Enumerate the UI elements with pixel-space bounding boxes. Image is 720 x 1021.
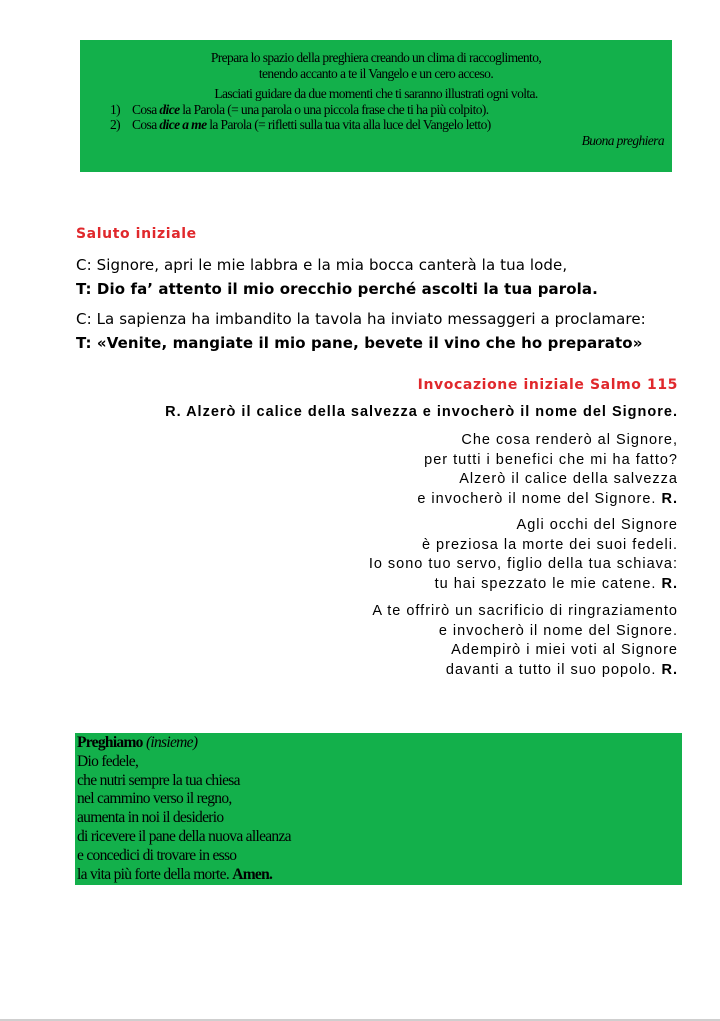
salmo-heading: Invocazione iniziale Salmo 115 [417,377,678,393]
intro-signoff: Buona preghiera [581,132,664,148]
refrain-mark: R. [661,575,678,592]
intro-box [80,40,672,172]
intro-line: Lasciati guidare da due momenti che ti saranno illustrati ogni volta. [214,86,538,101]
saluto-celebrant-1: C: Signore, apri le mie labbra e la mia bocca canterà la tua lode, [76,256,568,274]
intro-step-2: 2) Cosa dice a me la Parola (= rifletti sulla tua vita alla luce del Vangelo letto) [110,117,491,132]
prayer-line: aumenta in noi il desiderio [77,809,224,827]
prayer-line: Dio fedele, [77,752,139,770]
prayer-line: di ricevere il pane della nuova alleanza [77,827,291,845]
saluto-celebrant-2: C: La sapienza ha imbandito la tavola ha inviato messaggeri a proclamare: [76,310,646,328]
prayer-title: Preghiamo (insieme) [77,734,198,751]
intro-line: tenendo accanto a te il Vangelo e un cero acceso. [258,65,494,81]
intro-line: Prepara lo spazio della preghiera creando un clima di raccoglimento, [210,50,542,65]
salmo-stanza-2: Agli occhi del Signore è preziosa la morte dei suoi fedeli. Io sono tuo servo, figlio della tua schiava: tu hai spezzato le mie catene. R. [368,517,678,592]
refrain-mark: R. [661,490,678,507]
prayer-line: nel cammino verso il regno, [77,790,232,808]
salmo-refrain: R. Alzerò il calice della salvezza e invocherò il nome del Signore. [165,404,678,420]
saluto-response-1: T: Dio fa’ attento il mio orecchio perché ascolti la tua parola. [76,280,598,298]
prayer-line: che nutri sempre la tua chiesa [77,771,240,789]
saluto-heading: Saluto iniziale [76,226,197,242]
intro-step-1: 1) Cosa dice la Parola (= una parola o una piccola frase che ti ha più colpito). [110,101,489,117]
prayer-box [75,733,682,885]
prayer-line: e concedici di trovare in esso [77,846,237,864]
prayer-line-last: la vita più forte della morte. Amen. [77,865,273,883]
refrain-mark: R. [661,661,678,678]
salmo-stanza-3: A te offrirò un sacrificio di ringraziamento e invocherò il nome del Signore. Adempirò i miei voti al Signore davanti a tutto il suo popolo. R. [372,603,678,678]
saluto-response-2: T: «Venite, mangiate il mio pane, bevete il vino che ho preparato» [76,334,643,352]
salmo-stanza-1: Che cosa renderò al Signore, per tutti i benefici che mi ha fatto? Alzerò il calice della salvezza e invocherò il nome del Signore. R. [417,432,678,507]
